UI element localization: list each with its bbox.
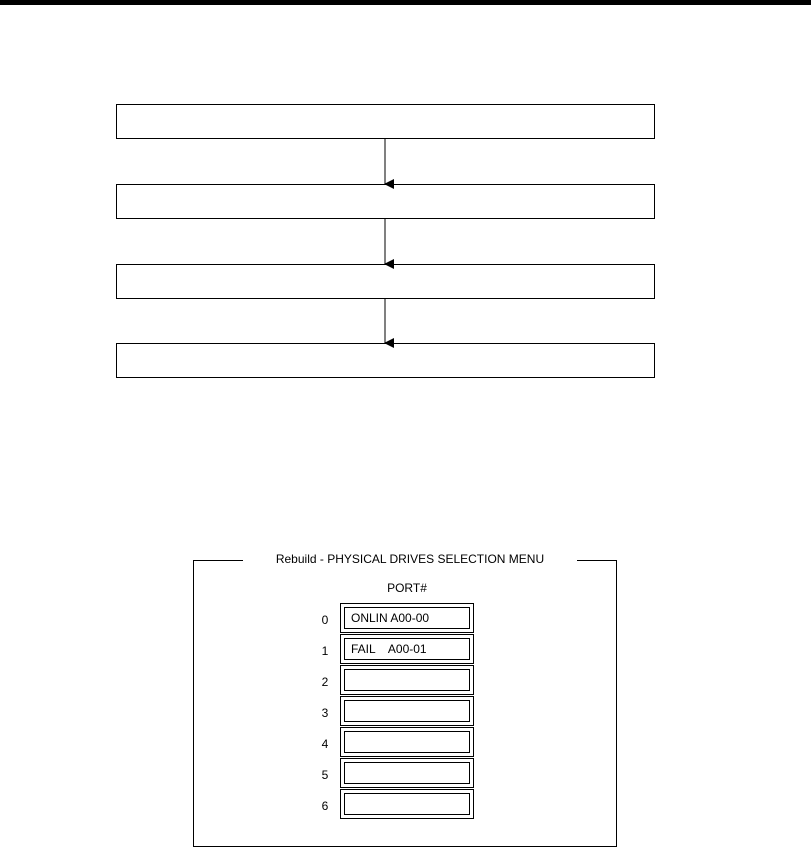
drive-slot-label: ONLIN A00-00: [344, 607, 470, 629]
port-row-4[interactable]: [318, 727, 478, 757]
flowchart: [0, 0, 811, 420]
drive-slot-label: FAIL A00-01: [344, 638, 470, 660]
port-number: 1: [321, 644, 329, 658]
drive-slot[interactable]: [340, 665, 474, 695]
port-number: 6: [321, 799, 329, 813]
port-number: 0: [321, 613, 329, 627]
flow-step-4: [117, 344, 655, 378]
drive-slot[interactable]: [340, 634, 474, 664]
drive-slot[interactable]: [340, 603, 474, 633]
drive-slot-label: [344, 700, 470, 722]
port-row-6[interactable]: [318, 789, 478, 819]
menu-title: Rebuild - PHYSICAL DRIVES SELECTION MENU: [243, 551, 577, 567]
drive-slot-label: [344, 669, 470, 691]
flow-step-1: [117, 105, 655, 139]
drive-slot[interactable]: [340, 696, 474, 726]
port-number: 3: [321, 706, 329, 720]
flow-step-3: [117, 265, 655, 299]
drive-slot[interactable]: [340, 758, 474, 788]
port-row-1[interactable]: [318, 634, 478, 664]
port-number: 2: [321, 675, 329, 689]
port-number: 4: [321, 737, 329, 751]
drive-slot-label: [344, 731, 470, 753]
flow-step-2: [117, 185, 655, 219]
port-row-3[interactable]: [318, 696, 478, 726]
port-row-0[interactable]: [318, 603, 478, 633]
port-row-5[interactable]: [318, 758, 478, 788]
drive-slot[interactable]: [340, 727, 474, 757]
port-number: 5: [321, 768, 329, 782]
port-row-2[interactable]: [318, 665, 478, 695]
port-header: PORT#: [387, 581, 427, 595]
drive-slot-label: [344, 793, 470, 815]
drive-slot-label: [344, 762, 470, 784]
drive-slot[interactable]: [340, 789, 474, 819]
